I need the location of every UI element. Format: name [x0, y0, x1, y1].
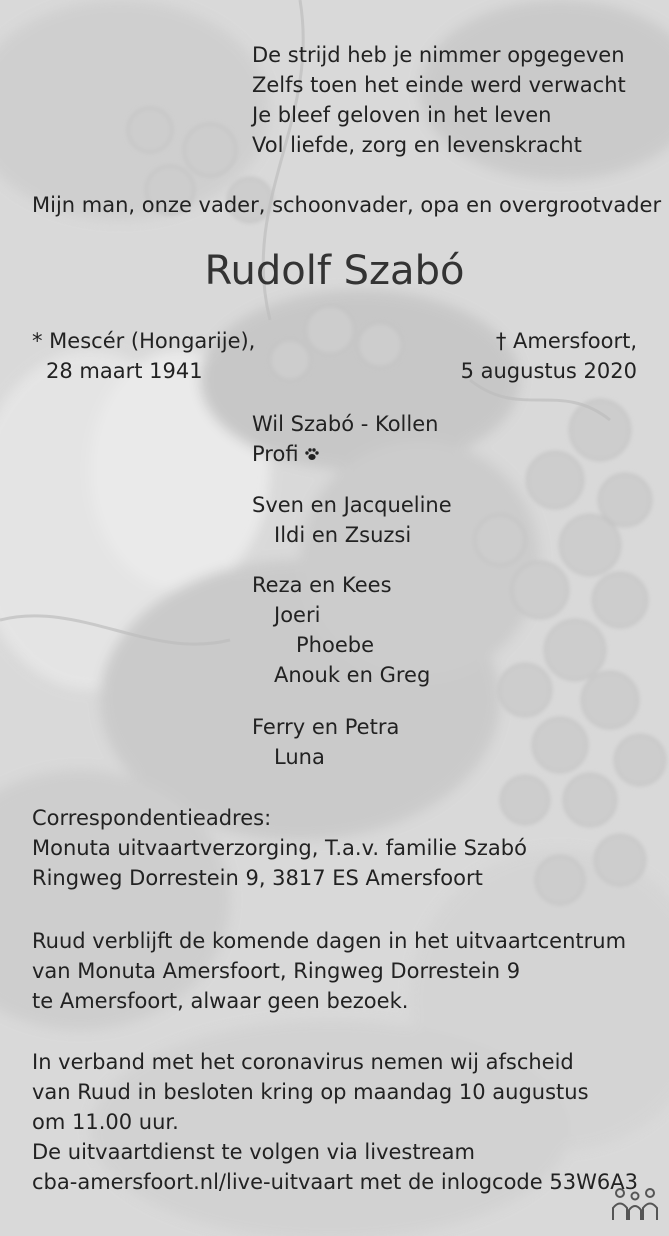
poem-line: Vol liefde, zorg en levenskracht	[252, 133, 582, 157]
child-names: Ferry en Petra	[252, 715, 400, 739]
pet-line	[252, 439, 438, 470]
covid-notice	[32, 1047, 638, 1197]
livestream-link-text: cba-amersfoort.nl/live-uitvaart met de inlogcode 53W6A3	[32, 1170, 638, 1194]
poem-line: Zelfs toen het einde werd verwacht	[252, 73, 626, 97]
family-child-group	[252, 490, 452, 550]
notice-line: om 11.00 uur.	[32, 1110, 179, 1134]
poem-line: De strijd heb je nimmer opgegeven	[252, 43, 625, 67]
death-date: 5 augustus 2020	[460, 359, 637, 383]
child-names: Reza en Kees	[252, 573, 392, 597]
grandchild-names: Anouk en Greg	[274, 663, 431, 687]
death-place: † Amersfoort,	[495, 329, 637, 353]
family-spouse-group	[252, 409, 438, 470]
family-child-group	[252, 712, 399, 772]
grandchild-names: Ildi en Zsuzsi	[274, 523, 412, 547]
notice-line: De uitvaartdienst te volgen via livestream	[32, 1140, 476, 1164]
spouse-name: Wil Szabó - Kollen	[252, 412, 439, 436]
paw-icon	[304, 440, 320, 470]
notice-line: Ruud verblijft de komende dagen in het uitvaartcentrum	[32, 929, 627, 953]
death-info	[461, 326, 637, 386]
birth-info	[32, 326, 255, 386]
pet-name: Profi	[252, 442, 299, 466]
deceased-name: Rudolf Szabó	[204, 248, 465, 294]
correspondence-line: Monuta uitvaartverzorging, T.a.v. familie Szabó	[32, 836, 527, 860]
grandchild-names: Joeri	[274, 603, 321, 627]
birth-place: * Mescér (Hongarije),	[32, 329, 256, 353]
correspondence-line: Ringweg Dorrestein 9, 3817 ES Amersfoort	[32, 866, 483, 890]
notice-line: van Ruud in besloten kring op maandag 10 augustus	[32, 1080, 589, 1104]
family-figures-logo-icon	[608, 1186, 662, 1226]
great-grandchild-name: Phoebe	[296, 633, 374, 657]
correspondence-address	[32, 803, 527, 893]
birth-date: 28 maart 1941	[46, 359, 203, 383]
notice-line: van Monuta Amersfoort, Ringweg Dorrestein 9	[32, 959, 521, 983]
grandchild-names: Luna	[274, 745, 325, 769]
intro-text: Mijn man, onze vader, schoonvader, opa en overgrootvader	[32, 193, 662, 217]
child-names: Sven en Jacqueline	[252, 493, 452, 517]
notice-line: In verband met het coronavirus nemen wij afscheid	[32, 1050, 574, 1074]
correspondence-line: Correspondentieadres:	[32, 806, 272, 830]
poem-line: Je bleef geloven in het leven	[252, 103, 552, 127]
poem	[252, 40, 626, 160]
stay-notice	[32, 926, 626, 1016]
family-child-group	[252, 570, 430, 690]
notice-line: te Amersfoort, alwaar geen bezoek.	[32, 989, 409, 1013]
